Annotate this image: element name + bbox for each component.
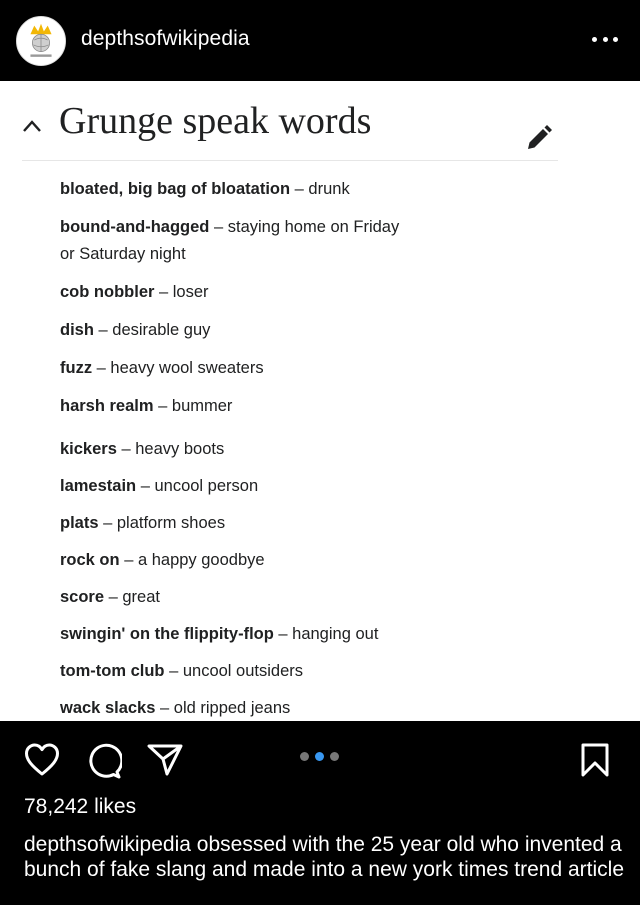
list-item: rock on – a happy goodbye: [60, 551, 265, 569]
action-bar: [0, 721, 640, 801]
wikipedia-globe-icon: [17, 17, 65, 65]
section-title: Grunge speak words: [59, 100, 372, 142]
carousel-dot: [300, 752, 309, 761]
section-header: [22, 99, 558, 161]
list-item: swingin' on the flippity-flop – hanging out: [60, 625, 379, 643]
list-item: lamestain – uncool person: [60, 477, 259, 495]
username[interactable]: depthsofwikipedia: [81, 27, 250, 50]
list-item: tom-tom club – uncool outsiders: [60, 662, 304, 680]
carousel-dot: [330, 752, 339, 761]
list-item: harsh realm – bummer: [60, 397, 233, 415]
caption: [24, 832, 624, 882]
list-item: wack slacks – old ripped jeans: [60, 699, 291, 717]
list-item: cob nobbler – loser: [60, 283, 209, 301]
list-item: kickers – heavy boots: [60, 440, 225, 458]
heart-icon[interactable]: [24, 743, 60, 777]
like-count[interactable]: 78,242 likes: [24, 795, 137, 818]
carousel-dot-active: [315, 752, 324, 761]
list-item: fuzz – heavy wool sweaters: [60, 359, 264, 377]
bookmark-icon[interactable]: [580, 743, 610, 777]
chevron-up-icon[interactable]: [22, 119, 42, 133]
avatar[interactable]: [16, 16, 66, 66]
post-image: [0, 81, 640, 721]
list-item: dish – desirable guy: [60, 321, 211, 339]
comment-icon[interactable]: [86, 743, 122, 779]
caption-text: obsessed with the 25 year old who invented a bunch of fake slang and made into a new york times trend article: [24, 833, 624, 881]
list-item: bound-and-hagged – staying home on Friday or Saturday night: [60, 218, 400, 263]
list-item: bloated, big bag of bloatation – drunk: [60, 180, 350, 198]
list-item: score – great: [60, 588, 160, 606]
pencil-icon[interactable]: [524, 123, 554, 153]
more-options-icon[interactable]: [592, 26, 618, 52]
list-item: plats – platform shoes: [60, 514, 226, 532]
caption-username[interactable]: depthsofwikipedia: [24, 833, 191, 856]
post-header: [0, 0, 640, 81]
send-icon[interactable]: [147, 743, 183, 777]
carousel-indicator: [300, 752, 339, 761]
